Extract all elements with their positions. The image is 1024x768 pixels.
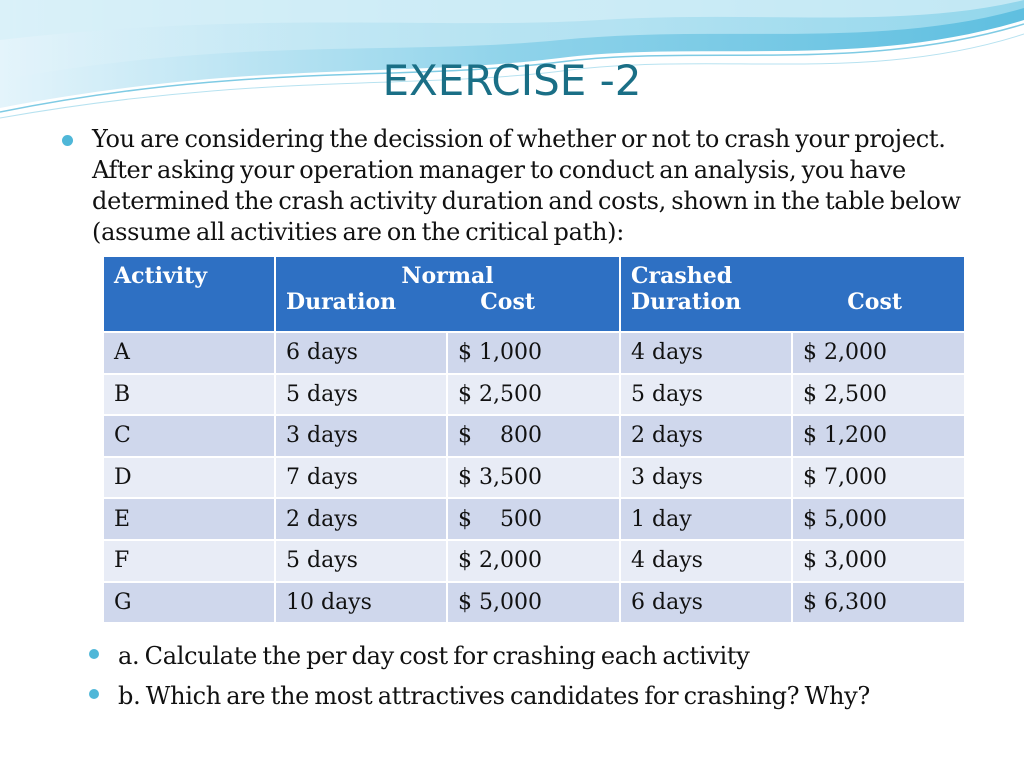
slide-title: EXERCISE -2	[382, 56, 642, 105]
cell-crashed-duration: 4 days	[620, 332, 792, 374]
cell-crashed-duration: 6 days	[620, 582, 792, 624]
header-crashed-label: Crashed	[631, 263, 733, 289]
cell-activity: C	[103, 415, 275, 457]
cell-normal-cost: $ 2,500	[447, 374, 620, 416]
cell-normal-cost: $ 500	[447, 498, 620, 540]
cell-normal-duration: 7 days	[275, 457, 447, 499]
bullet-icon	[89, 689, 99, 699]
cell-normal-duration: 2 days	[275, 498, 447, 540]
cell-activity: B	[103, 374, 275, 416]
cell-crashed-cost: $ 2,500	[792, 374, 965, 416]
cell-crashed-duration: 4 days	[620, 540, 792, 582]
cell-normal-cost: $ 5,000	[447, 582, 620, 624]
cell-crashed-cost: $ 3,000	[792, 540, 965, 582]
header-activity-label: Activity	[114, 263, 208, 289]
cell-activity: F	[103, 540, 275, 582]
header-crashed	[620, 256, 965, 332]
cell-crashed-cost: $ 2,000	[792, 332, 965, 374]
cell-activity: A	[103, 332, 275, 374]
cell-normal-duration: 3 days	[275, 415, 447, 457]
cell-crashed-cost: $ 5,000	[792, 498, 965, 540]
cell-activity: G	[103, 582, 275, 624]
header-normal-duration: Duration	[286, 289, 397, 315]
question-list	[118, 636, 870, 716]
table-row	[103, 457, 965, 499]
cell-crashed-duration: 1 day	[620, 498, 792, 540]
intro-paragraph: You are considering the decission of whether or not to crash your project. After asking your operation manager to conduct an analysis, you have determined the crash activity duration and costs, shown in the table below (assume all activities are on the critical path):	[92, 125, 961, 246]
bullet-icon	[89, 649, 99, 659]
cell-normal-duration: 5 days	[275, 540, 447, 582]
table-row	[103, 415, 965, 457]
cell-crashed-duration: 3 days	[620, 457, 792, 499]
header-activity	[103, 256, 275, 332]
cell-normal-cost: $ 2,000	[447, 540, 620, 582]
table-header-row	[103, 256, 965, 332]
cell-crashed-duration: 2 days	[620, 415, 792, 457]
header-normal-label: Normal	[401, 263, 494, 289]
cell-activity: D	[103, 457, 275, 499]
cell-crashed-cost: $ 7,000	[792, 457, 965, 499]
table-row	[103, 374, 965, 416]
cell-normal-duration: 6 days	[275, 332, 447, 374]
cell-crashed-cost: $ 1,200	[792, 415, 965, 457]
bullet-icon	[62, 135, 73, 146]
table-row	[103, 540, 965, 582]
cell-crashed-duration: 5 days	[620, 374, 792, 416]
question-b: b. Which are the most attractives candidates for crashing? Why?	[118, 682, 870, 710]
crash-cost-table	[102, 255, 966, 624]
cell-normal-cost: $ 800	[447, 415, 620, 457]
cell-crashed-cost: $ 6,300	[792, 582, 965, 624]
cell-activity: E	[103, 498, 275, 540]
cell-normal-duration: 10 days	[275, 582, 447, 624]
table-row	[103, 332, 965, 374]
cell-normal-duration: 5 days	[275, 374, 447, 416]
header-crashed-cost: Cost	[847, 289, 902, 315]
header-normal-cost: Cost	[480, 289, 535, 315]
header-normal	[275, 256, 620, 332]
cell-normal-cost: $ 1,000	[447, 332, 620, 374]
cell-normal-cost: $ 3,500	[447, 457, 620, 499]
table-row	[103, 498, 965, 540]
question-a: a. Calculate the per day cost for crashing each activity	[118, 642, 750, 670]
header-crashed-duration: Duration	[631, 289, 742, 315]
table-row	[103, 582, 965, 624]
